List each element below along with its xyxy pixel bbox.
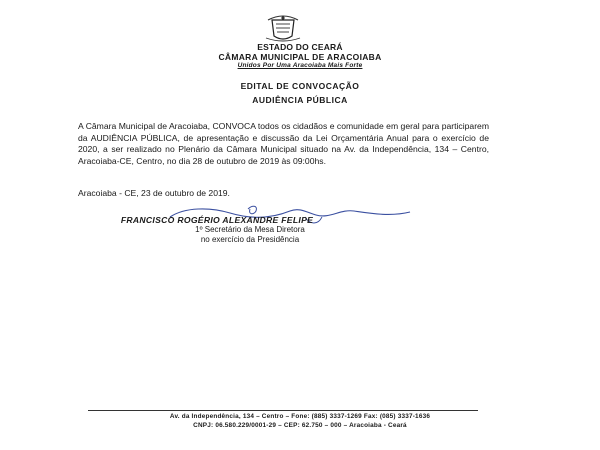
dateline: Aracoiaba - CE, 23 de outubro de 2019.: [78, 188, 230, 198]
footer-divider: [88, 410, 478, 411]
audiencia-title: AUDIÊNCIA PÚBLICA: [252, 95, 348, 105]
state-heading: ESTADO DO CEARÁ: [257, 42, 343, 52]
municipal-seal-icon: [262, 14, 304, 44]
signatory-role-line1: 1º Secretário da Mesa Diretora: [195, 225, 305, 234]
footer-address: Av. da Independência, 134 – Centro – Fone: (885) 3337-1269 Fax: (085) 3337-1636: [169, 413, 431, 420]
signatory-role: [150, 225, 350, 244]
edital-title: EDITAL DE CONVOCAÇÃO: [240, 81, 360, 91]
convocation-paragraph: A Câmara Municipal de Aracoiaba, CONVOCA todos os cidadãos e comunidade em geral para participarem da AUDIÊNCIA PÚBLICA, de apresentação e discussão da Lei Orçamentária Anual para o exercício de 2020, a ser realizado no Plenário da Câmara Municipal situado na Av. da Independência, 134 – Centro, Aracoiaba-CE, Centro, no dia 28 de outubro de 2019 às 09:00hs.: [78, 121, 489, 166]
signatory-name: FRANCISCO ROGÉRIO ALEXANDRE FELIPE: [120, 215, 314, 225]
signatory-role-line2: no exercício da Presidência: [200, 234, 300, 244]
chamber-motto: Unidos Por Uma Aracoiaba Mais Forte: [237, 62, 363, 69]
chamber-heading: CÂMARA MUNICIPAL DE ARACOIABA: [218, 52, 382, 62]
footer-registration: CNPJ: 06.580.229/0001-29 – CEP: 62.750 – 000 – Aracoiaba - Ceará: [193, 422, 407, 429]
